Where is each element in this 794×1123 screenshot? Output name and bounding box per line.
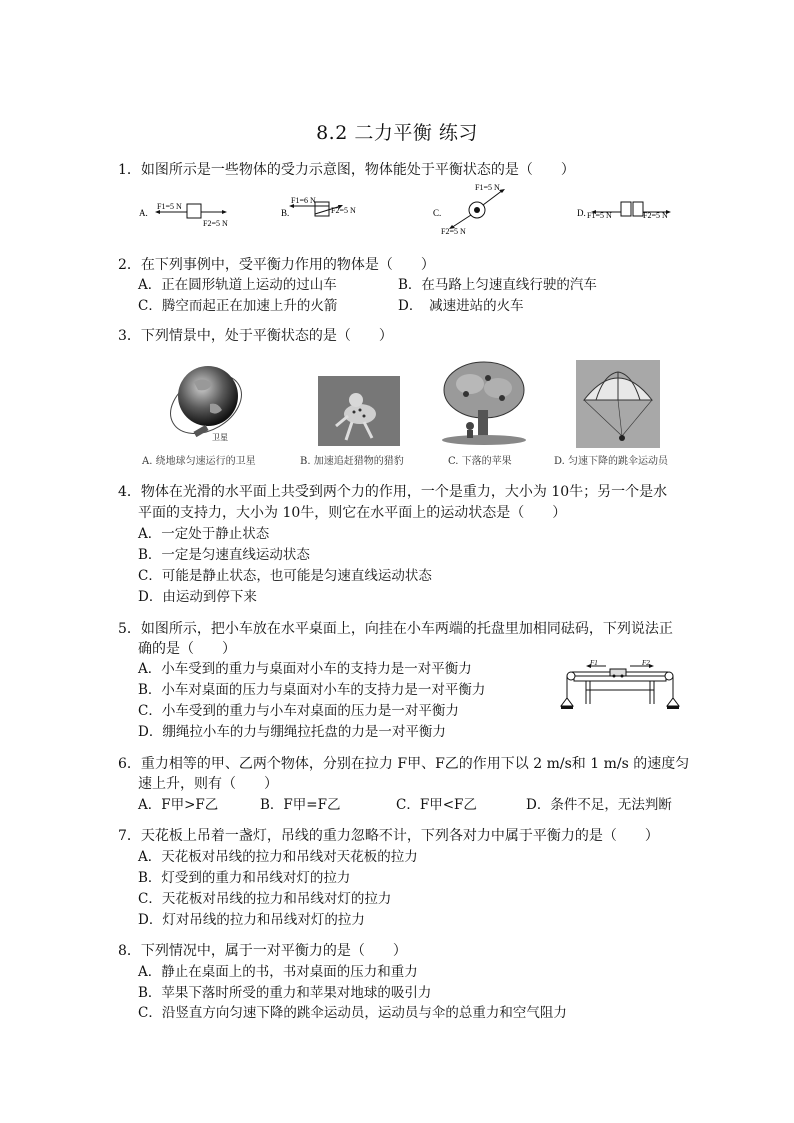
q2-option-c: C．腾空而起正在加速上升的火箭 [138, 298, 338, 314]
page-title: 8.2 二力平衡 练习 [316, 122, 478, 144]
q4-option-c: C．可能是静止状态，也可能是匀速直线运动状态 [138, 568, 432, 584]
q5-stem-line1: 5．如图所示，把小车放在水平桌面上，向挂在小车两端的托盘里加相同砝码，下列说法正 [118, 621, 673, 637]
q1-fig-a-f1: F1=5 N [157, 202, 182, 211]
q6-stem-line2: 速上升，则有（ ） [138, 776, 278, 792]
q8-option-c: C．沿竖直方向匀速下降的跳伞运动员，运动员与伞的总重力和空气阻力 [138, 1005, 567, 1021]
cheetah-image [318, 376, 400, 446]
q3-stem: 3．下列情景中，处于平衡状态的是（ ） [118, 328, 393, 344]
q5-f1-label: F1 [590, 660, 598, 667]
q6-option-d: D．条件不足，无法判断 [526, 797, 672, 813]
q4-option-b: B．一定是匀速直线运动状态 [138, 547, 310, 563]
q1-fig-b-f2: F2=5 N [331, 206, 356, 215]
q7-option-b: B．灯受到的重力和吊线对灯的拉力 [138, 870, 351, 886]
q4-option-d: D．由运动到停下来 [138, 589, 257, 605]
q1-fig-a [139, 202, 228, 228]
q6-option-b: B．F甲=F乙 [260, 797, 341, 813]
q8-option-b: B．苹果下落时所受的重力和苹果对地球的吸引力 [138, 985, 432, 1001]
q3-caption-a: A. 绕地球匀速运行的卫星 [142, 456, 256, 467]
q4-option-a: A．一定处于静止状态 [138, 526, 270, 542]
q2-stem: 2．在下列事例中，受平衡力作用的物体是（ ） [118, 257, 435, 273]
q3-caption-c: C. 下落的苹果 [448, 456, 512, 467]
q1-stem: 1．如图所示是一些物体的受力示意图，物体能处于平衡状态的是（ ） [118, 162, 575, 178]
q1-fig-c [433, 183, 505, 236]
q8-stem: 8．下列情况中，属于一对平衡力的是（ ） [118, 943, 407, 959]
q6-option-a: A．F甲>F乙 [138, 797, 219, 813]
q1-fig-c-label: C. [433, 208, 442, 218]
q5-stem-line2: 确的是（ ） [138, 641, 236, 657]
q4-stem-line1: 4．物体在光滑的水平面上共受到两个力的作用，一个是重力，大小为 10牛；另一个是水 [118, 484, 668, 500]
q1-fig-a-label: A. [139, 208, 148, 218]
satellite-label: 卫星 [212, 433, 228, 442]
q1-fig-d-f1: F1=5 N [587, 211, 612, 220]
q2-option-a: A．正在圆形轨道上运动的过山车 [138, 277, 337, 293]
apple-tree-image [440, 360, 530, 446]
q1-force-figures [135, 180, 695, 236]
cart-table-figure [560, 660, 682, 722]
q3-caption-b: B. 加速追赶猎物的猎豹 [300, 456, 404, 467]
satellite-earth-image [166, 356, 250, 446]
q1-fig-b-f1: F1=6 N [291, 196, 316, 205]
q7-option-a: A．天花板对吊线的拉力和吊线对天花板的拉力 [138, 849, 418, 865]
q1-fig-d [577, 202, 671, 220]
q6-stem-line1: 6．重力相等的甲、乙两个物体，分别在拉力 F甲、F乙的作用下以 2 m/s和 1 m/s 的速度匀 [118, 756, 690, 772]
q2-option-d: D． 减速进站的火车 [398, 298, 524, 314]
q5-option-a: A．小车受到的重力与桌面对小车的支持力是一对平衡力 [138, 661, 472, 677]
q6-option-c: C．F甲<F乙 [396, 797, 477, 813]
q1-fig-b-label: B. [281, 208, 290, 218]
q5-option-d: D．绷绳拉小车的力与绷绳拉托盘的力是一对平衡力 [138, 724, 446, 740]
q5-option-c: C．小车受到的重力与小车对桌面的压力是一对平衡力 [138, 703, 459, 719]
q5-option-b: B．小车对桌面的压力与桌面对小车的支持力是一对平衡力 [138, 682, 486, 698]
q7-option-d: D．灯对吊线的拉力和吊线对灯的拉力 [138, 912, 365, 928]
q3-caption-d: D. 匀速下降的跳伞运动员 [554, 456, 669, 467]
q7-stem: 7．天花板上吊着一盏灯，吊线的重力忽略不计，下列各对力中属于平衡力的是（ ） [118, 828, 659, 844]
q8-option-a: A．静止在桌面上的书，书对桌面的压力和重力 [138, 964, 418, 980]
q1-fig-d-label: D. [577, 208, 586, 218]
q1-fig-c-f2: F2=5 N [441, 227, 466, 236]
q1-fig-d-f2: F2=5 N [643, 211, 668, 220]
q1-fig-c-f1: F1=5 N [475, 183, 500, 192]
q1-fig-b [281, 196, 356, 218]
q2-option-b: B．在马路上匀速直线行驶的汽车 [398, 277, 597, 293]
q1-fig-a-f2: F2=5 N [203, 219, 228, 228]
q5-f2-label: F2 [642, 660, 650, 667]
q7-option-c: C．天花板对吊线的拉力和吊线对灯的拉力 [138, 891, 392, 907]
parachutist-image [576, 360, 660, 448]
q4-stem-line2: 平面的支持力，大小为 10牛，则它在水平面上的运动状态是（ ） [138, 505, 567, 521]
